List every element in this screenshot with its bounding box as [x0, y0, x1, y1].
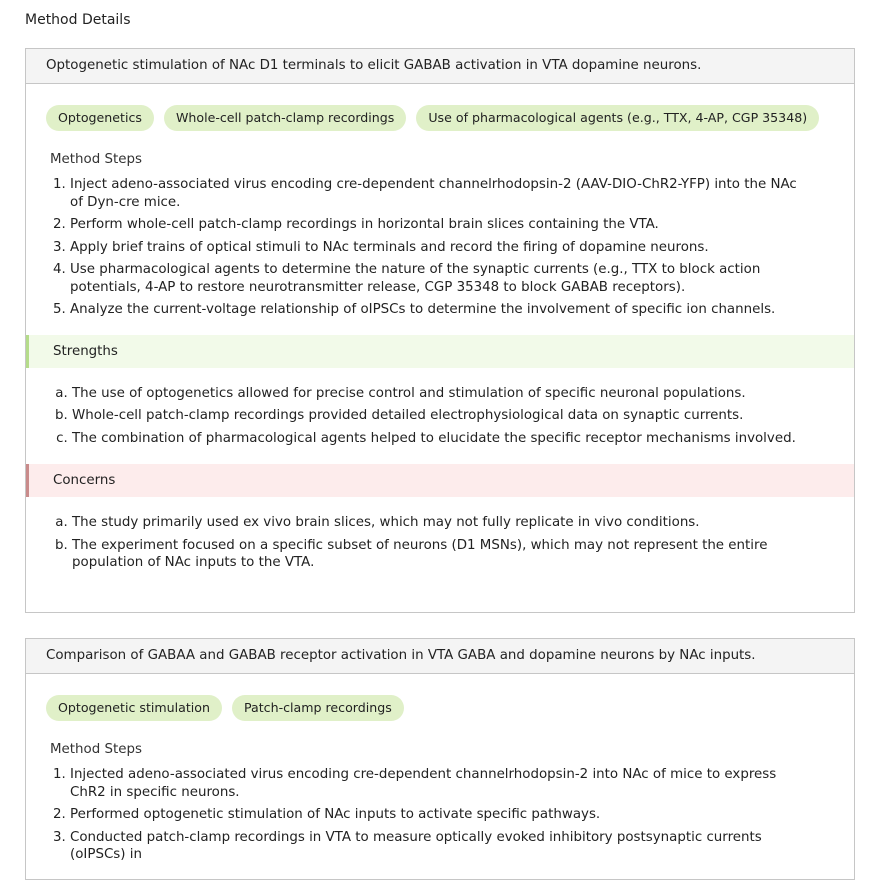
method-steps-heading: Method Steps	[50, 152, 142, 167]
technique-tag[interactable]: Optogenetic stimulation	[46, 695, 222, 721]
method-step: 3. Conducted patch-clamp recordings in VTA to measure optically evoked inhibitory postsynaptic currents (oIPSCs) in	[70, 829, 810, 864]
strengths-heading: Strengths	[26, 335, 854, 368]
strength-item: a. The use of optogenetics allowed for precise control and stimulation of specific neuronal populations.	[72, 385, 832, 403]
method-step: 1. Injected adeno-associated virus encoding cre-dependent channelrhodopsin-2 into NAc of mice to express ChR2 in specific neurons.	[70, 766, 810, 801]
concerns-heading: Concerns	[26, 464, 854, 497]
method-step: 4. Use pharmacological agents to determine the nature of the synaptic currents (e.g., TTX to block action potentials, 4-AP to restore neurotransmitter release, CGP 35348 to block GABAB receptors).	[70, 261, 810, 296]
method-step: 3. Apply brief trains of optical stimuli to NAc terminals and record the firing of dopamine neurons.	[70, 239, 810, 257]
method-step: 2. Performed optogenetic stimulation of NAc inputs to activate specific pathways.	[70, 806, 810, 824]
method-card-title: Optogenetic stimulation of NAc D1 terminals to elicit GABAB activation in VTA dopamine neurons.	[26, 49, 854, 84]
page-title: Method Details	[25, 12, 131, 28]
strength-item: c. The combination of pharmacological agents helped to elucidate the specific receptor mechanisms involved.	[72, 430, 832, 448]
technique-tags	[26, 674, 854, 721]
strength-item: b. Whole-cell patch-clamp recordings provided detailed electrophysiological data on synaptic currents.	[72, 407, 832, 425]
technique-tag[interactable]: Patch-clamp recordings	[232, 695, 404, 721]
method-steps-heading: Method Steps	[50, 742, 142, 757]
concern-item: b. The experiment focused on a specific subset of neurons (D1 MSNs), which may not represent the entire population of NAc inputs to the VTA.	[72, 537, 832, 572]
method-card	[25, 48, 855, 613]
concerns-list	[26, 514, 832, 572]
technique-tags	[26, 84, 854, 131]
method-card-title: Comparison of GABAA and GABAB receptor activation in VTA GABA and dopamine neurons by NAc inputs.	[26, 639, 854, 674]
method-step: 1. Inject adeno-associated virus encoding cre-dependent channelrhodopsin-2 (AAV-DIO-ChR2-YFP) into the NAc of Dyn-cre mice.	[70, 176, 810, 211]
method-steps-list	[26, 766, 810, 864]
strengths-list	[26, 385, 832, 448]
technique-tag[interactable]: Optogenetics	[46, 105, 154, 131]
concern-item: a. The study primarily used ex vivo brain slices, which may not fully replicate in vivo conditions.	[72, 514, 832, 532]
method-card	[25, 638, 855, 880]
method-step: 5. Analyze the current-voltage relationship of oIPSCs to determine the involvement of specific ion channels.	[70, 301, 810, 319]
method-step: 2. Perform whole-cell patch-clamp recordings in horizontal brain slices containing the VTA.	[70, 216, 810, 234]
technique-tag[interactable]: Whole-cell patch-clamp recordings	[164, 105, 406, 131]
method-steps-list	[26, 176, 810, 319]
technique-tag[interactable]: Use of pharmacological agents (e.g., TTX, 4-AP, CGP 35348)	[416, 105, 819, 131]
